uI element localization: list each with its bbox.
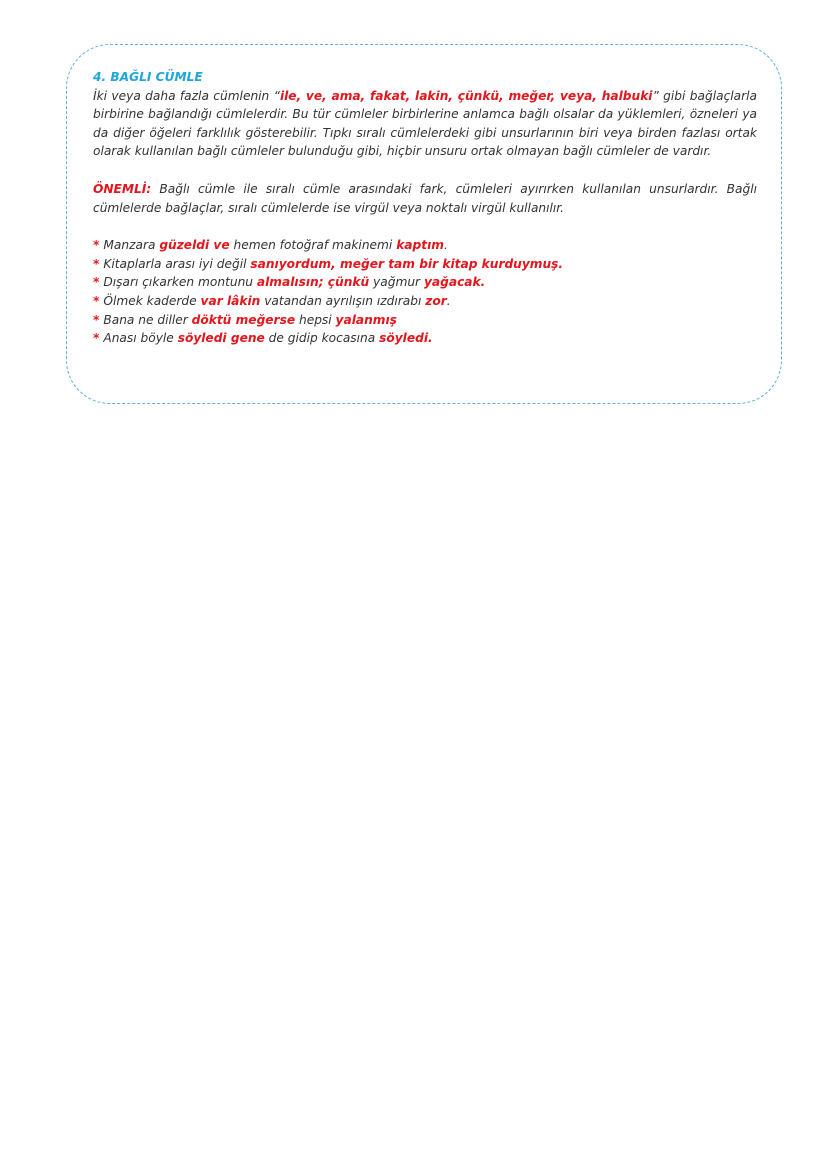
asterisk-icon: * — [93, 331, 100, 346]
definition-paragraph: İki veya daha fazla cümlenin “ile, ve, ama, fakat, lakin, çünkü, meğer, veya, halbuki” gibi bağlaçlarla birbirine bağlandığı cümlelerdir. Bu tür cümleler birbirlerine anlamca bağlı olsalar da yüklemleri, özneleri ya da diğer öğeleri farklılık gösterebilir. Tıpkı sıralı cümlelerdeki gibi unsurlarının biri veya birden fazlası ortak olarak kullanılan bağlı cümleler bulunduğu gibi, hiçbir unsuru ortak olmayan bağlı cümleler de vardır. — [93, 88, 757, 159]
asterisk-icon: * — [93, 238, 100, 253]
asterisk-icon: * — [93, 275, 100, 290]
list-item: * Anası böyle söyledi gene de gidip kocasına söyledi. — [93, 331, 433, 346]
important-label: ÖNEMLİ: — [93, 181, 152, 196]
asterisk-icon: * — [93, 312, 100, 327]
list-item: * Ölmek kaderde var lâkin vatandan ayrılışın ızdırabı zor. — [93, 293, 451, 308]
example-list — [93, 236, 757, 348]
list-item: * Kitaplarla arası iyi değil sanıyordum, meğer tam bir kitap kurduymuş. — [93, 256, 564, 271]
conjunction-list: ile, ve, ama, fakat, lakin, çünkü, meğer, veya, halbuki — [279, 88, 653, 103]
bagli-cumle-section — [93, 68, 757, 348]
asterisk-icon: * — [93, 293, 100, 308]
list-item: * Bana ne diller döktü meğerse hepsi yalanmış — [93, 312, 397, 327]
list-item: * Manzara güzeldi ve hemen fotoğraf makinemi kaptım. — [93, 238, 448, 253]
section-heading: 4. BAĞLI CÜMLE — [93, 70, 203, 84]
important-note: ÖNEMLİ: Bağlı cümle ile sıralı cümle arasındaki fark, cümleleri ayırırken kullanılan unsurlardır. Bağlı cümlelerde bağlaçlar, sıralı cümlelerde ise virgül veya noktalı virgül kullanılır. — [93, 181, 757, 215]
asterisk-icon: * — [93, 256, 100, 271]
list-item: * Dışarı çıkarken montunu almalısın; çünkü yağmur yağacak. — [93, 275, 486, 290]
